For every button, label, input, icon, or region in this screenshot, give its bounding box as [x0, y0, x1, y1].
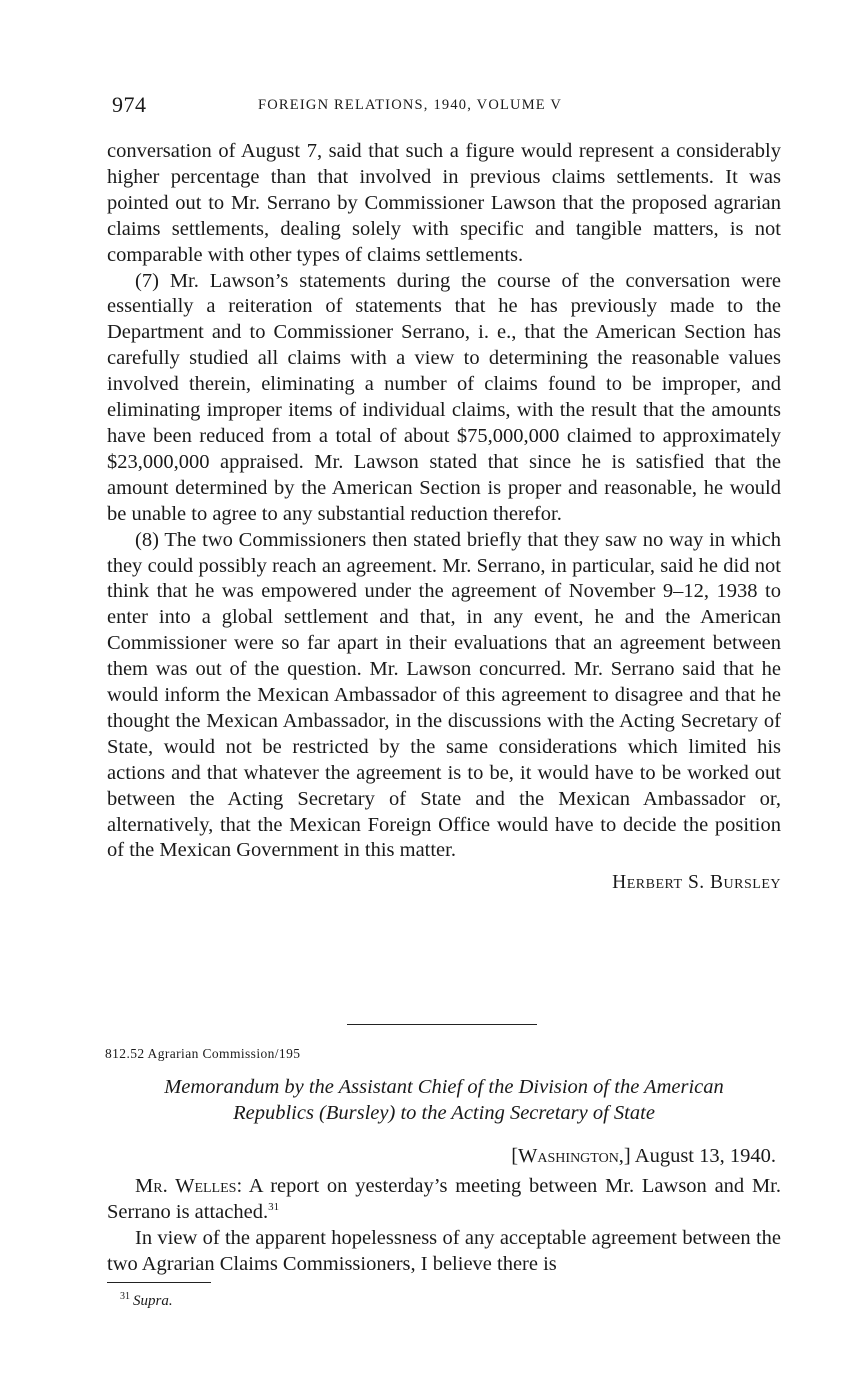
footnote [120, 1293, 173, 1310]
document-title [107, 1074, 781, 1126]
footnote-reference[interactable]: 31 [268, 1201, 280, 1214]
body-text [107, 139, 781, 896]
dateline-date: August 13, 1940. [634, 1145, 776, 1167]
document-title-line-2: Republics (Bursley) to the Acting Secretary of State [233, 1102, 655, 1124]
paragraph-7: (7) Mr. Lawson’s statements during the course of the conversation were essentially a reiteration of statements that he has previously made to the Department and to Commissioner Serrano, i. e., that the American Section has carefully studied all claims with a view to determining the reasonable values involved therein, eliminating a number of claims found to be improper, and eliminating improper items of individual claims, with the result that the amounts have been reduced from a total of about $75,000,000 claimed to approximately $23,000,000 appraised. Mr. Lawson stated that since he is satisfied that the amount determined by the American Section is proper and reasonable, he would be unable to agree to any substantial reduction therefor. [107, 269, 781, 525]
salutation: Mr. Welles [135, 1175, 237, 1197]
paragraph-continuation: conversation of August 7, said that such a figure would represent a considerably higher percentage than that involved in previous claims settlements. It was pointed out to Mr. Serrano by Commissioner Lawson that the proposed agrarian claims settlements, dealing solely with specific and tangible matters, is not comparable with other types of claims settlements. [107, 140, 781, 266]
footnote-text: Supra. [133, 1293, 173, 1309]
footnote-rule [107, 1282, 211, 1283]
document-title-line-1: Memorandum by the Assistant Chief of the Division of the American [164, 1076, 724, 1098]
memo-text [107, 1174, 781, 1278]
dateline-place: [Washington,] [511, 1145, 631, 1167]
paragraph-8: (8) The two Commissioners then stated briefly that they saw no way in which they could possibly reach an agreement. Mr. Serrano, in particular, said he did not think that he was empowered under the agreement of November 9–12, 1938 to enter into a global settlement and that, in any event, he and the American Commissioner were so far apart in their evaluations that an agreement between them was out of the question. Mr. Lawson concurred. Mr. Serrano said that he would inform the Mexican Ambassador of this agreement to disagree and that he thought the Mexican Ambassador, in the discussions with the Acting Secretary of State, would not be restricted by the same considerations which limited his actions and that whatever the agreement is to be, it would have to be worked out between the Acting Secretary of State and the Mexican Ambassador or, alternatively, that the Mexican Foreign Office would have to decide the position of the Mexican Government in this matter. [107, 528, 781, 862]
footnote-marker: 31 [120, 1291, 130, 1302]
section-divider [347, 1024, 537, 1025]
memo-paragraph-2: In view of the apparent hopelessness of any acceptable agreement between the two Agrarian Claims Commissioners, I believe there is [107, 1226, 781, 1275]
running-head: FOREIGN RELATIONS, 1940, VOLUME V [258, 97, 563, 113]
memo-paragraph-1 [107, 1174, 781, 1226]
dateline [511, 1145, 776, 1168]
file-number: 812.52 Agrarian Commission/195 [105, 1046, 301, 1061]
page-number: 974 [112, 92, 147, 117]
page-header [112, 92, 782, 126]
signature: Herbert S. Bursley [612, 872, 781, 894]
memo-paragraph-1-text: : A report on yesterday’s meeting between Mr. Lawson and Mr. Serrano is attached. [107, 1175, 781, 1223]
